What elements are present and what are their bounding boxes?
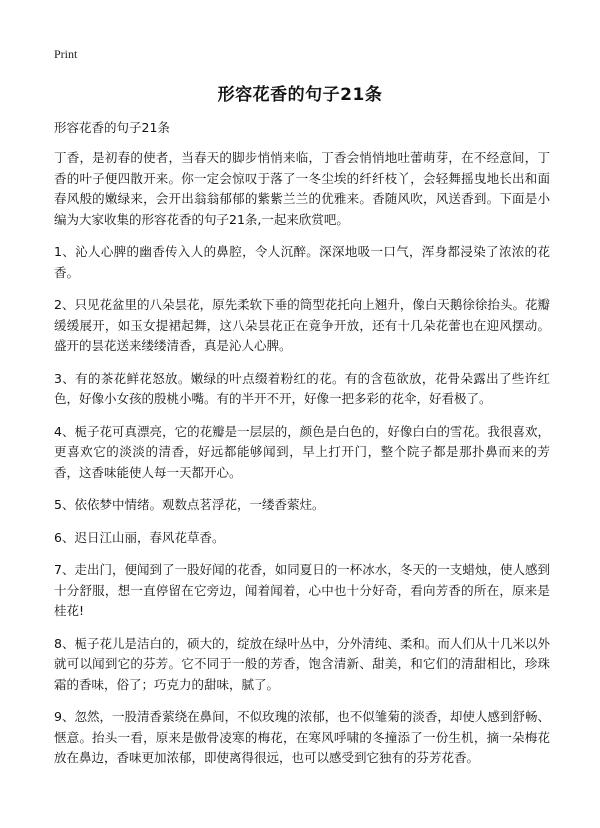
page-subtitle: 形容花香的句子21条 bbox=[54, 120, 170, 135]
list-item-1: 1、沁人心脾的幽香传入人的鼻腔，令人沉醉。深深地吸一口气，浑身都浸染了浓浓的花香。 bbox=[54, 244, 550, 280]
list-item-5: 5、依依梦中情绪。观数点茗浮花，一缕香萦炷。 bbox=[54, 497, 325, 512]
list-item-8: 8、栀子花儿是洁白的，硕大的，绽放在绿叶丛中，分外清纯、柔和。而人们从十几米以外就可以闻到它的芬芳。它不同于一般的芳香，饱含清新、甜美，和它们的清甜相比，珍珠霜的香味，俗了；巧克力的甜味，腻了。 bbox=[54, 635, 550, 692]
list-item-2: 2、只见花盆里的八朵昙花，原先柔软下垂的筒型花托向上翘升，像白天鹅徐徐抬头。花瓣缓缓展开，如玉女提裙起舞，这八朵昙花正在竟争开放，还有十几朵花蕾也在迎风摆动。盛开的昙花送来缕缕清香，真是沁人心脾。 bbox=[54, 297, 550, 353]
list-item-4: 4、栀子花可真漂亮，它的花瓣是一层层的，颜色是白色的，好像白白的雪花。我很喜欢，更喜欢它的淡淡的清香，好远都能够闻到，早上打开门，整个院子都是那扑鼻而来的芳香，这香味能使人每一天都开心。 bbox=[54, 423, 550, 480]
list-item-6: 6、迟日江山丽，春风花草香。 bbox=[54, 529, 225, 545]
list-item-7: 7、走出门，便闻到了一股好闻的花香，如同夏日的一杯冰水，冬天的一支蜡烛，使人感到十分舒服，想一直停留在它旁边，闻着闻着，心中也十分好奇，看向芳香的所在，原来是桂花! bbox=[54, 562, 550, 618]
print-link[interactable]: Print bbox=[54, 47, 78, 61]
article-body bbox=[54, 148, 550, 781]
page-title: 形容花香的句子21条 bbox=[217, 85, 383, 105]
list-item-9: 9、忽然，一股清香萦绕在鼻间，不似玫瑰的浓郁，也不似雏菊的淡香，却使人感到舒畅、惬意。抬头一看，原来是傲骨凌寒的梅花，在寒风呼啸的冬撞添了一份生机，摘一朵梅花放在鼻边，香味更加浓郁，即使离得很远，也可以感受到它独有的芬芳花香。 bbox=[54, 709, 550, 765]
list-item-3: 3、有的茶花鲜花怒放。嫩绿的叶点缀着粉红的花。有的含苞欲放，花骨朵露出了些许红色，好像小女孩的殷桃小嘴。有的半开不开，好像一把多彩的花伞，好看极了。 bbox=[54, 370, 550, 406]
intro-paragraph: 丁香，是初春的使者，当春天的脚步悄悄来临，丁香会悄悄地吐蕾萌芽，在不经意间，丁香的叶子便四散开来。你一定会惊叹于落了一冬尘埃的纤纤枝丫，会轻舞摇曳地长出和面春风般的嫩绿来，会开出翁翁郁郁的紫紫兰兰的优雅来。香随风吹，风送香到。下面是小编为大家收集的形容花香的句子21条,一起来欣赏吧。 bbox=[54, 150, 550, 227]
